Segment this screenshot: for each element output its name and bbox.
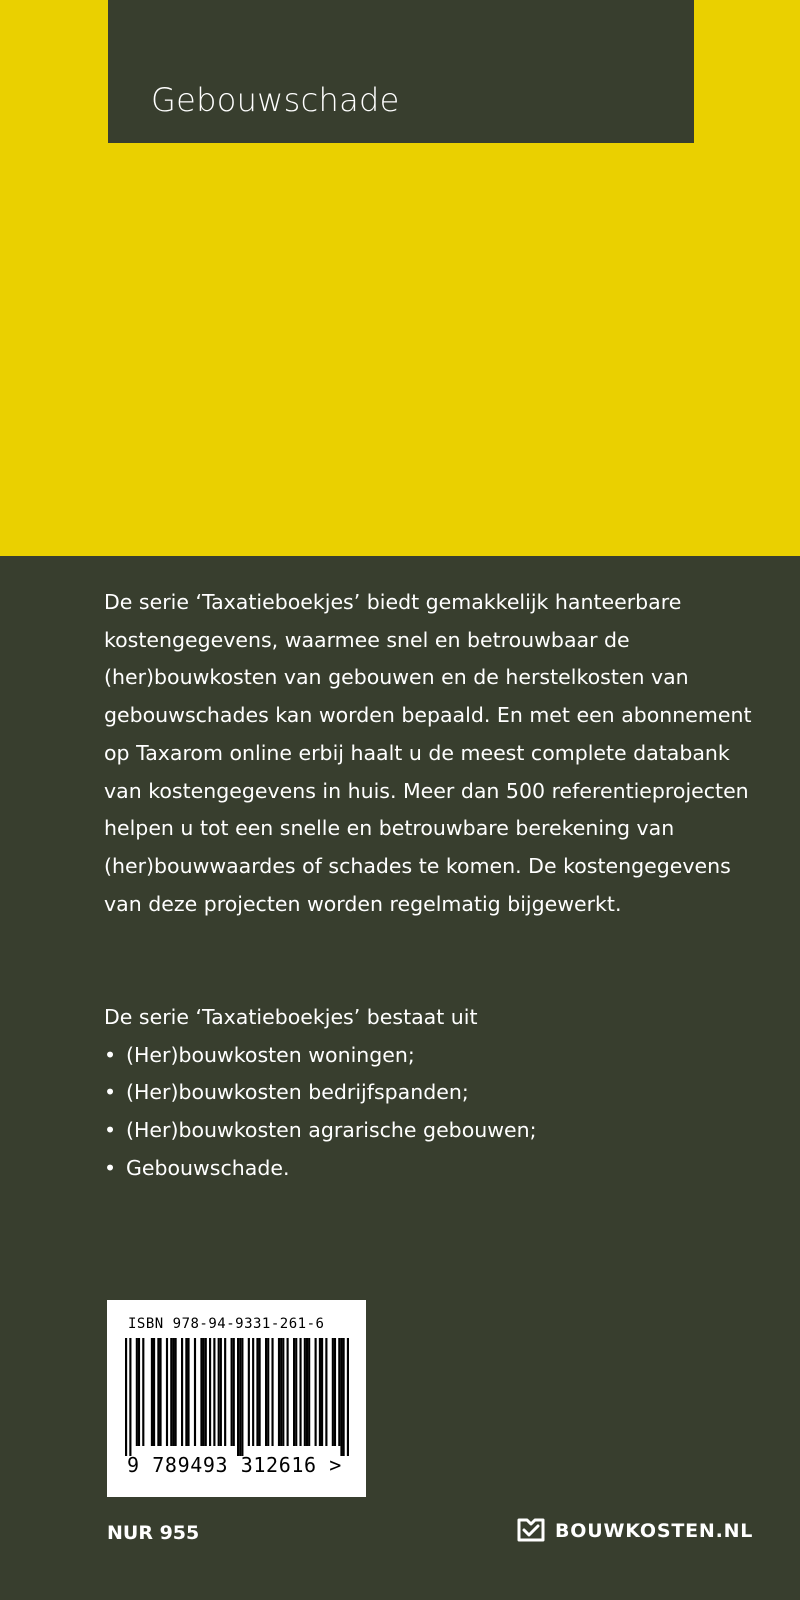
- bullet-icon: •: [104, 1080, 117, 1105]
- isbn-label: ISBN 978-94-9331-261-6: [128, 1316, 325, 1332]
- barcode-bar: [265, 1338, 267, 1446]
- barcode-bar: [159, 1338, 161, 1446]
- list-item-label: Gebouwschade.: [126, 1155, 290, 1180]
- barcode-bar: [125, 1338, 127, 1456]
- barcode-bar: [151, 1338, 153, 1446]
- list-item-label: (Her)bouwkosten agrarische gebouwen;: [126, 1118, 537, 1143]
- barcode-bar: [252, 1338, 254, 1446]
- barcode-bar: [200, 1338, 202, 1446]
- barcode-bar: [295, 1338, 297, 1446]
- barcode-bar: [299, 1338, 301, 1446]
- barcode-bar: [287, 1338, 289, 1446]
- barcode-bar: [175, 1338, 177, 1446]
- barcode-bar: [233, 1338, 235, 1446]
- barcode-bar: [271, 1338, 273, 1446]
- list-item: [104, 1037, 537, 1075]
- barcode-bar: [142, 1338, 144, 1446]
- barcode-bar: [153, 1338, 155, 1446]
- barcode-bar: [259, 1338, 261, 1446]
- barcode-bar: [334, 1338, 336, 1446]
- barcode-bar: [308, 1338, 310, 1446]
- barcode-bar: [170, 1338, 172, 1446]
- barcode-bar: [347, 1338, 349, 1456]
- barcode-bar: [321, 1338, 323, 1446]
- house-check-icon: [517, 1518, 545, 1544]
- barcode-bar: [332, 1338, 334, 1446]
- barcode-bar: [304, 1338, 306, 1446]
- bullet-icon: •: [104, 1042, 117, 1067]
- series-heading: De serie ‘Taxatieboekjes’ bestaat uit: [104, 1005, 478, 1029]
- logo-text: BOUWKOSTEN.NL: [555, 1520, 754, 1542]
- nur-code: NUR 955: [107, 1522, 200, 1544]
- barcode-bar: [278, 1338, 280, 1446]
- barcode-bar: [267, 1338, 269, 1446]
- barcode-bar: [306, 1338, 308, 1446]
- list-item-label: (Her)bouwkosten woningen;: [126, 1042, 415, 1067]
- barcode-bar: [325, 1338, 327, 1446]
- cover-top-yellow: [0, 0, 800, 556]
- barcode-bar: [185, 1338, 187, 1446]
- barcode-bar: [220, 1338, 222, 1446]
- barcode-bar: [187, 1338, 189, 1446]
- barcode-bar: [194, 1338, 196, 1446]
- barcode-bar: [280, 1338, 282, 1446]
- barcode-bar: [172, 1338, 174, 1446]
- series-list: [104, 1037, 537, 1188]
- barcode-bar: [340, 1338, 342, 1456]
- barcode-bar: [256, 1338, 258, 1446]
- ean-digits: 9 789493 312616 >: [127, 1453, 342, 1477]
- book-title: Gebouwschade: [151, 81, 400, 119]
- barcode-icon: [125, 1338, 349, 1456]
- barcode-bar: [129, 1338, 131, 1456]
- barcode-bar: [203, 1338, 205, 1446]
- barcode-bar: [181, 1338, 183, 1446]
- barcode-bar: [205, 1338, 207, 1446]
- barcode-bar: [237, 1338, 239, 1456]
- description-block: [104, 584, 754, 923]
- bullet-icon: •: [104, 1118, 117, 1143]
- barcode-bar: [209, 1338, 211, 1446]
- barcode-bar: [343, 1338, 345, 1456]
- list-item: [104, 1112, 537, 1150]
- barcode-bar: [138, 1338, 140, 1446]
- list-item-label: (Her)bouwkosten bedrijfspanden;: [126, 1080, 469, 1105]
- barcode-bar: [224, 1338, 226, 1446]
- barcode-bar: [315, 1338, 317, 1446]
- list-item: [104, 1150, 537, 1188]
- title-bar: [108, 0, 694, 143]
- publisher-logo: [517, 1518, 753, 1544]
- series-block: [104, 999, 537, 1188]
- barcode-bar: [293, 1338, 295, 1446]
- barcode-bar: [218, 1338, 220, 1446]
- barcode-box: [107, 1300, 366, 1497]
- barcode-bar: [157, 1338, 159, 1446]
- description-paragraph: De serie ‘Taxatieboekjes’ biedt gemakkelijk hanteerbare kostengegevens, waarmee snel en betrouwbaar de (her)bouwkosten van gebouwen en de herstelkosten van gebouwschades kan worden bepaald. En met een abonnement op Taxarom online erbij haalt u de meest complete databank van kostengegevens in huis. Meer dan 500 referentieprojecten helpen u tot een snelle en betrouwbare berekening van (her)bouwwaardes of schades te komen. De kostengegevens van deze projecten worden regelmatig bijgewerkt.: [104, 590, 752, 916]
- barcode-bar: [282, 1338, 284, 1446]
- barcode-bar: [338, 1338, 340, 1446]
- barcode-bar: [166, 1338, 168, 1446]
- barcode-bar: [239, 1338, 241, 1456]
- bullet-icon: •: [104, 1155, 117, 1180]
- list-item: [104, 1074, 537, 1112]
- barcode-bar: [136, 1338, 138, 1446]
- barcode-bar: [241, 1338, 243, 1456]
- barcode-bar: [231, 1338, 233, 1446]
- barcode-bar: [319, 1338, 321, 1446]
- barcode-bar: [248, 1338, 250, 1446]
- barcode-bar: [213, 1338, 215, 1446]
